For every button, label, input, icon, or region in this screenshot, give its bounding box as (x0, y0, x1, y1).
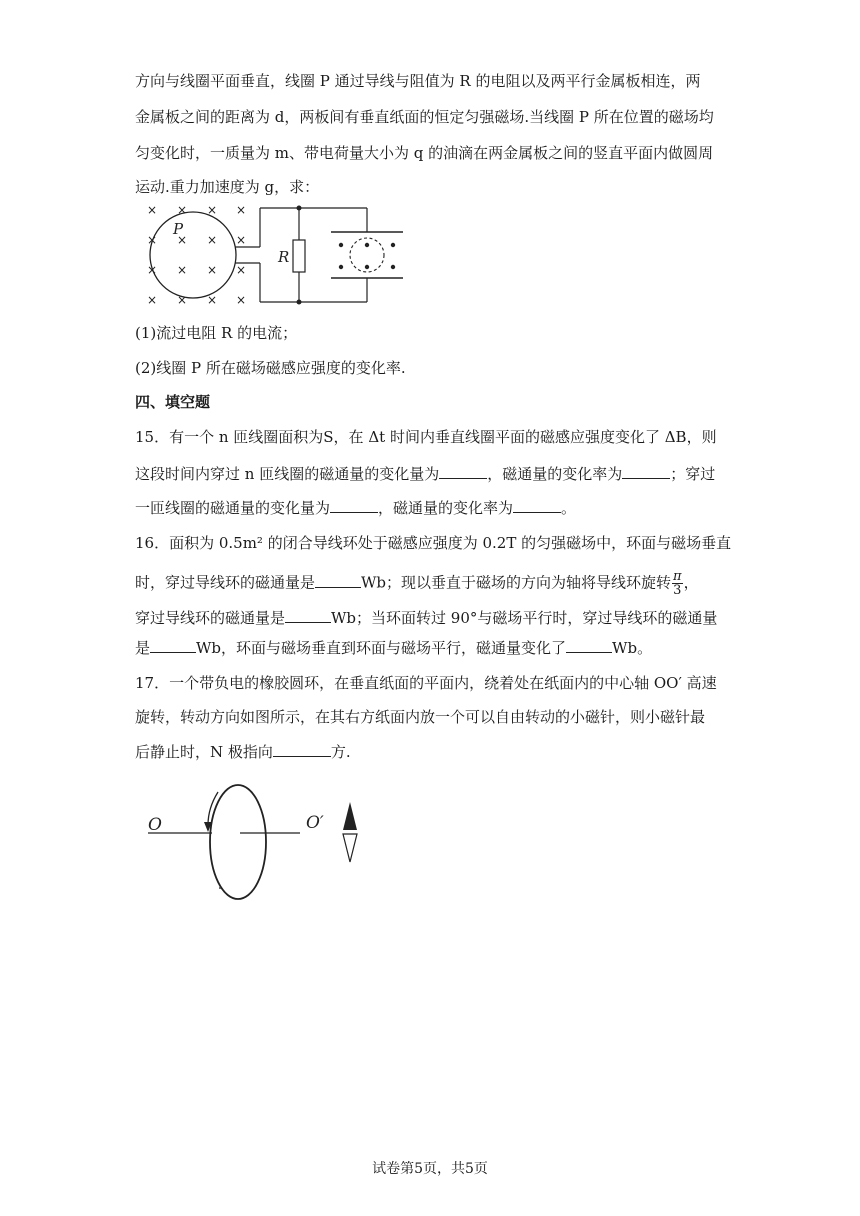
q16-line-1: 16．面积为 0.5m² 的闭合导线环处于磁感应强度为 0.2T 的匀强磁场中，环面与磁场垂直 (135, 534, 732, 552)
q15-line-2-text-b: ，磁通量的变化率为 (487, 465, 623, 483)
svg-text:×: × (207, 263, 218, 277)
q14-text-line-1: 方向与线圈平面垂直，线圈 P 通过导线与阻值为 R 的电阻以及两平行金属板相连，两 (135, 72, 701, 90)
q14-text-line-4: 运动.重力加速度为 g，求： (135, 178, 320, 196)
q17-ring-figure (140, 770, 380, 900)
rotation-arrow (208, 792, 218, 825)
q16-blank-2[interactable] (285, 606, 331, 623)
compass-needle-light (343, 834, 357, 862)
q15-line-2-text-c: ；穿过 (670, 465, 716, 483)
q16-line-3-text-a: 穿过导线环的磁通量是 (135, 609, 286, 627)
q16-line-4 (135, 636, 652, 659)
q16-line-3 (135, 606, 717, 629)
q16-line-4-text-b: Wb，环面与磁场垂直到环面与磁场平行，磁通量变化了 (196, 639, 567, 657)
q16-line-4-text-a: 是 (135, 639, 151, 657)
svg-text:×: × (147, 263, 158, 277)
q16-blank-1[interactable] (315, 571, 361, 588)
q15-line-2 (135, 462, 715, 485)
svg-text:×: × (177, 233, 188, 247)
q16-line-4-text-c: Wb。 (612, 639, 653, 657)
svg-text:×: × (147, 293, 158, 307)
q14-circuit-figure (135, 200, 415, 310)
field-cross: × (147, 203, 158, 217)
axis-label-o-prime: O′ (306, 813, 324, 833)
svg-text:×: × (177, 293, 188, 307)
q15-line-1: 15．有一个 n 匝线圈面积为S，在 Δt 时间内垂直线圈平面的磁感应强度变化了 ΔB，则 (135, 428, 717, 446)
resistor-label: R (278, 248, 290, 266)
q14-sub-1: (1)流过电阻 R 的电流； (135, 324, 298, 342)
resistor-r (293, 240, 305, 272)
axis-label-o: O (148, 815, 162, 835)
q15-line-3-text-a: 一匝线圈的磁通量的变化量为 (135, 499, 331, 517)
q15-blank-4[interactable] (513, 496, 561, 513)
svg-text:×: × (207, 203, 218, 217)
coil-label: P (173, 220, 184, 238)
page-footer: 试卷第5页，共5页 (372, 1161, 488, 1177)
q16-line-2 (135, 570, 699, 597)
q15-line-3-text-b: ，磁通量的变化率为 (378, 499, 514, 517)
coil-p (150, 212, 236, 298)
svg-text:×: × (236, 203, 247, 217)
q16-line-3-text-b: Wb；当环面转过 90°与磁场平行时，穿过导线环的磁通量 (331, 609, 718, 627)
q15-blank-2[interactable] (622, 462, 670, 479)
q15-blank-3[interactable] (330, 496, 378, 513)
q16-line-2-text-a: 时，穿过导线环的磁通量是 (135, 573, 316, 592)
q16-blank-3[interactable] (150, 636, 196, 653)
svg-text:×: × (147, 233, 158, 247)
svg-text:×: × (236, 263, 247, 277)
q17-blank-1[interactable] (273, 740, 331, 757)
q17-line-3-text-b: 方. (330, 743, 351, 761)
q17-line-3-text-a: 后静止时，N 极指向 (135, 743, 273, 761)
q17-line-2: 旋转，转动方向如图所示，在其右方纸面内放一个可以自由转动的小磁针，则小磁针最 (135, 708, 706, 726)
svg-text:×: × (177, 263, 188, 277)
rubber-ring (210, 785, 266, 899)
fraction-numerator: π (673, 569, 682, 584)
svg-text:×: × (236, 293, 247, 307)
compass-needle-dark (343, 802, 357, 830)
svg-text:×: × (177, 203, 188, 217)
q16-line-2-text-c: ， (683, 573, 699, 592)
q15-line-2-text-a: 这段时间内穿过 n 匝线圈的磁通量的变化量为 (135, 465, 440, 483)
q14-sub-2: (2)线圈 P 所在磁场磁感应强度的变化率. (135, 359, 406, 377)
q16-blank-4[interactable] (566, 636, 612, 653)
svg-text:×: × (236, 233, 247, 247)
q17-line-1: 17．一个带负电的橡胶圆环，在垂直纸面的平面内，绕着处在纸面内的中心轴 OO′ 高速 (135, 674, 717, 692)
q14-text-line-3: 匀变化时，一质量为 m、带电荷量大小为 q 的油滴在两金属板之间的竖直平面内做圆周 (135, 144, 714, 162)
svg-text:×: × (207, 293, 218, 307)
q14-text-line-2: 金属板之间的距离为 d，两板间有垂直纸面的恒定匀强磁场.当线圈 P 所在位置的磁场均 (135, 108, 714, 126)
fraction-denominator: 3 (673, 583, 682, 598)
q15-line-3 (135, 496, 576, 519)
section-title: 四、填空题 (135, 393, 211, 411)
q17-line-3 (135, 740, 351, 763)
q16-line-2-text-b: Wb；现以垂直于磁场的方向为轴将导线环旋转 (361, 573, 672, 592)
q15-line-3-text-c: 。 (561, 499, 577, 517)
q15-blank-1[interactable] (439, 462, 487, 479)
q16-angle-fraction (672, 570, 683, 597)
svg-text:×: × (207, 233, 218, 247)
